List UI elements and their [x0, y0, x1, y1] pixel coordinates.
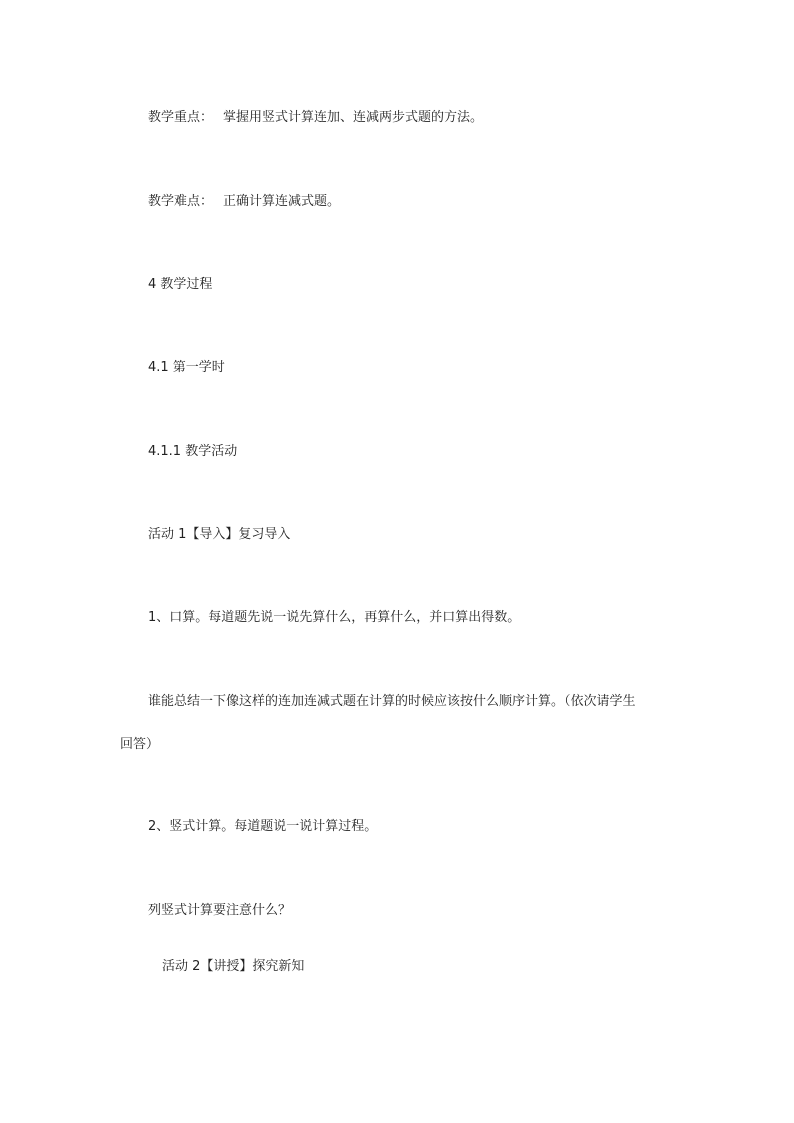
key-point-label: 教学重点： [148, 110, 214, 125]
difficulty-text: 正确计算连减式题。 [223, 194, 341, 209]
activity-1-heading: 活动 1【导入】复习导入 [148, 527, 291, 542]
section-heading-4-1: 4.1 第一学时 [148, 360, 225, 375]
question-1-line-1: 谁能总结一下像这样的连加连减式题在计算的时候应该按什么顺序计算。（依次请学生 [148, 694, 636, 709]
question-1-line-2: 回答） [120, 737, 160, 752]
teaching-difficulty [148, 195, 340, 208]
activity-2-heading: 活动 2【讲授】探究新知 [162, 959, 305, 974]
difficulty-label: 教学难点： [148, 194, 214, 209]
key-point-text: 掌握用竖式计算连加、连减两步式题的方法。 [223, 110, 484, 125]
section-heading-4: 4 教学过程 [148, 277, 213, 292]
section-heading-4-1-1: 4.1.1 教学活动 [148, 444, 238, 459]
teaching-key-point [148, 111, 483, 124]
item-2-paragraph: 2、竖式计算。每道题说一说计算过程。 [148, 819, 378, 834]
question-2-paragraph: 列竖式计算要注意什么？ [148, 903, 292, 918]
item-1-paragraph: 1、口算。每道题先说一说先算什么，再算什么，并口算出得数。 [148, 610, 521, 625]
